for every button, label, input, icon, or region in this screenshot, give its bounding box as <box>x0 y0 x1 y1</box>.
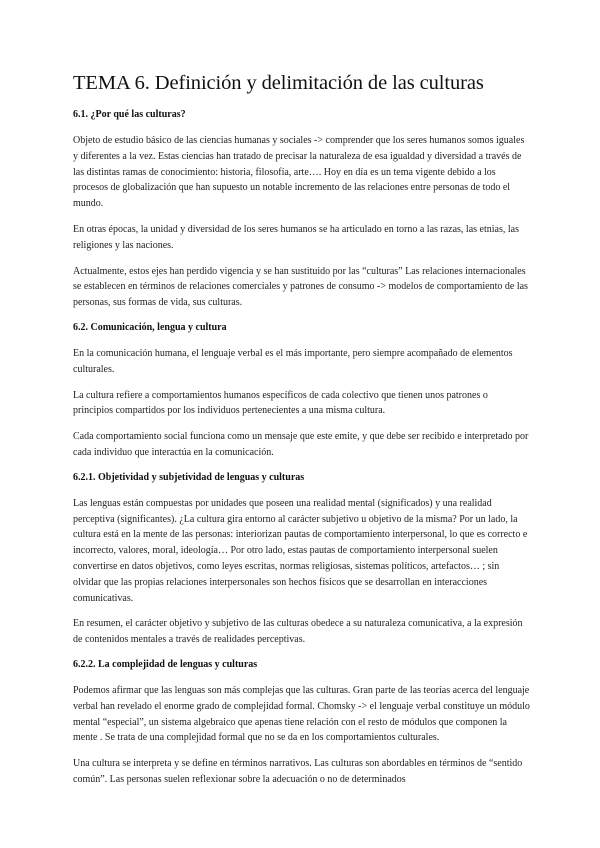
paragraph: Podemos afirmar que las lenguas son más complejas que las culturas. Gran parte de las teorías acerca del lenguaje verbal han revelado el enorme grado de complejidad formal. Chomsky -> el lenguaje verbal constituye un módulo mental “especial”, un sistema algebraico que apenas tiene relación con el resto de módulos que componen la mente . Se trata de una complejidad formal que no se da en los comportamientos culturales. <box>73 684 530 744</box>
paragraph: Las lenguas están compuestas por unidades que poseen una realidad mental (significados) y una realidad perceptiva (significantes). ¿La cultura gira entorno al carácter subjetivo u objetivo de la misma? Por un lado, la cultura está en la mente de las personas: interiorizan pautas de comportamiento interpersonal, lo que es correcto e incorrecto, valores, moral, ideología… Por otro lado, estas pautas de comportamiento interpersonal suelen convertirse en datos objetivos, como leyes escritas, normas religiosas, sistemas políticos, artefactos… ; sin olvidar que las propias relaciones interpersonales son hechos físicos que se desarrollan en interacciones comunicativas. <box>73 497 528 604</box>
section-heading-6-2-1: 6.2.1. Objetividad y subjetividad de lenguas y culturas <box>73 471 305 483</box>
document-body <box>73 70 530 798</box>
section-heading-6-1: 6.1. ¿Por qué las culturas? <box>73 109 186 120</box>
section-heading-6-2: 6.2. Comunicación, lengua y cultura <box>73 321 227 333</box>
paragraph: Cada comportamiento social funciona como un mensaje que este emite, y que debe ser recibido e interpretado por cada individuo que interactúa en la comunicación. <box>73 431 529 458</box>
document-title: TEMA 6. Definición y delimitación de las culturas <box>73 72 484 94</box>
paragraph: En resumen, el carácter objetivo y subjetivo de las culturas obedece a su naturaleza comunicativa, a la expresión de contenidos mentales a través de realidades perceptivas. <box>73 618 523 646</box>
paragraph: Actualmente, estos ejes han perdido vigencia y se han sustituido por las “culturas” Las relaciones internacionales se establecen en términos de relaciones comerciales y patrones de consumo -> modelos de comportamiento de las personas, sus formas de vida, sus culturas. <box>73 265 528 309</box>
paragraph: La cultura refiere a comportamientos humanos específicos de cada colectivo que tienen unos patrones o principios compartidos por los individuos pertenecientes a una misma cultura. <box>73 389 488 417</box>
paragraph: En la comunicación humana, el lenguaje verbal es el más importante, pero siempre acompañado de elementos culturales. <box>73 347 513 375</box>
paragraph: En otras épocas, la unidad y diversidad de los seres humanos se ha articulado en torno a las razas, las etnias, las religiones y las naciones. <box>73 223 519 251</box>
paragraph: Una cultura se interpreta y se define en términos narrativos. Las culturas son abordables en términos de “sentido común”. Las personas suelen reflexionar sobre la adecuación o no de determinados <box>73 758 523 785</box>
section-heading-6-2-2: 6.2.2. La complejidad de lenguas y culturas <box>73 658 258 670</box>
paragraph: Objeto de estudio básico de las ciencias humanas y sociales -> comprender que los seres humanos somos iguales y diferentes a la vez. Estas ciencias han tratado de precisar la naturaleza de esa igualdad y diversidad a través de las distintas ramas de conocimiento: historia, filosofía, arte…. Hoy en día es un tema vigente debido a los procesos de globalización que han supuesto un notable incremento de las relaciones entre personas de todo el mundo. <box>73 135 525 210</box>
